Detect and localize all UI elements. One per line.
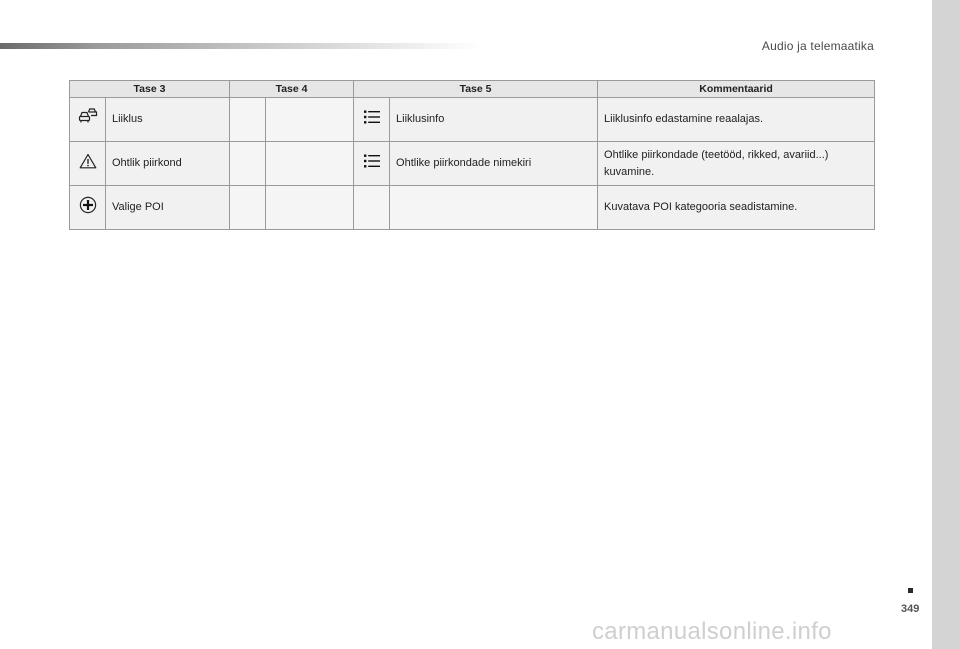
side-strip	[932, 0, 960, 649]
header-level4: Tase 4	[230, 81, 354, 98]
list-icon	[363, 153, 381, 175]
comment-cell: Ohtlike piirkondade (teetööd, rikked, avariid...) kuvamine.	[598, 142, 875, 186]
section-title: Audio ja telemaatika	[761, 39, 874, 53]
level4-label	[266, 142, 354, 186]
traffic-cars-icon	[78, 108, 98, 132]
level5-label	[390, 186, 598, 230]
level3-label: Liiklus	[106, 98, 230, 142]
level4-label	[266, 98, 354, 142]
header-level5: Tase 5	[354, 81, 598, 98]
level4-label	[266, 186, 354, 230]
level3-label: Valige POI	[106, 186, 230, 230]
header-comments: Kommentaarid	[598, 81, 875, 98]
page-marker	[908, 588, 913, 593]
watermark: carmanualsonline.info	[592, 618, 832, 645]
level5-label: Liiklusinfo	[390, 98, 598, 142]
comment-cell: Liiklusinfo edastamine reaalajas.	[598, 98, 875, 142]
level5-label: Ohtlike piirkondade nimekiri	[390, 142, 598, 186]
level5-icon-cell	[354, 142, 390, 186]
header-gradient-bar	[0, 43, 480, 49]
level5-icon-cell	[354, 186, 390, 230]
level4-icon-cell	[230, 142, 266, 186]
level3-icon-cell	[70, 98, 106, 142]
table-row	[70, 142, 875, 186]
header-level3: Tase 3	[70, 81, 230, 98]
page-number: 349	[901, 603, 920, 615]
warning-triangle-icon	[79, 153, 97, 175]
table-header-row	[70, 81, 875, 98]
level5-icon-cell	[354, 98, 390, 142]
table-row	[70, 98, 875, 142]
list-icon	[363, 109, 381, 131]
level3-icon-cell	[70, 186, 106, 230]
menu-levels-table	[69, 80, 875, 230]
level3-icon-cell	[70, 142, 106, 186]
comment-cell: Kuvatava POI kategooria seadistamine.	[598, 186, 875, 230]
table-row	[70, 186, 875, 230]
add-circle-icon	[79, 196, 97, 220]
level3-label: Ohtlik piirkond	[106, 142, 230, 186]
level4-icon-cell	[230, 186, 266, 230]
level4-icon-cell	[230, 98, 266, 142]
